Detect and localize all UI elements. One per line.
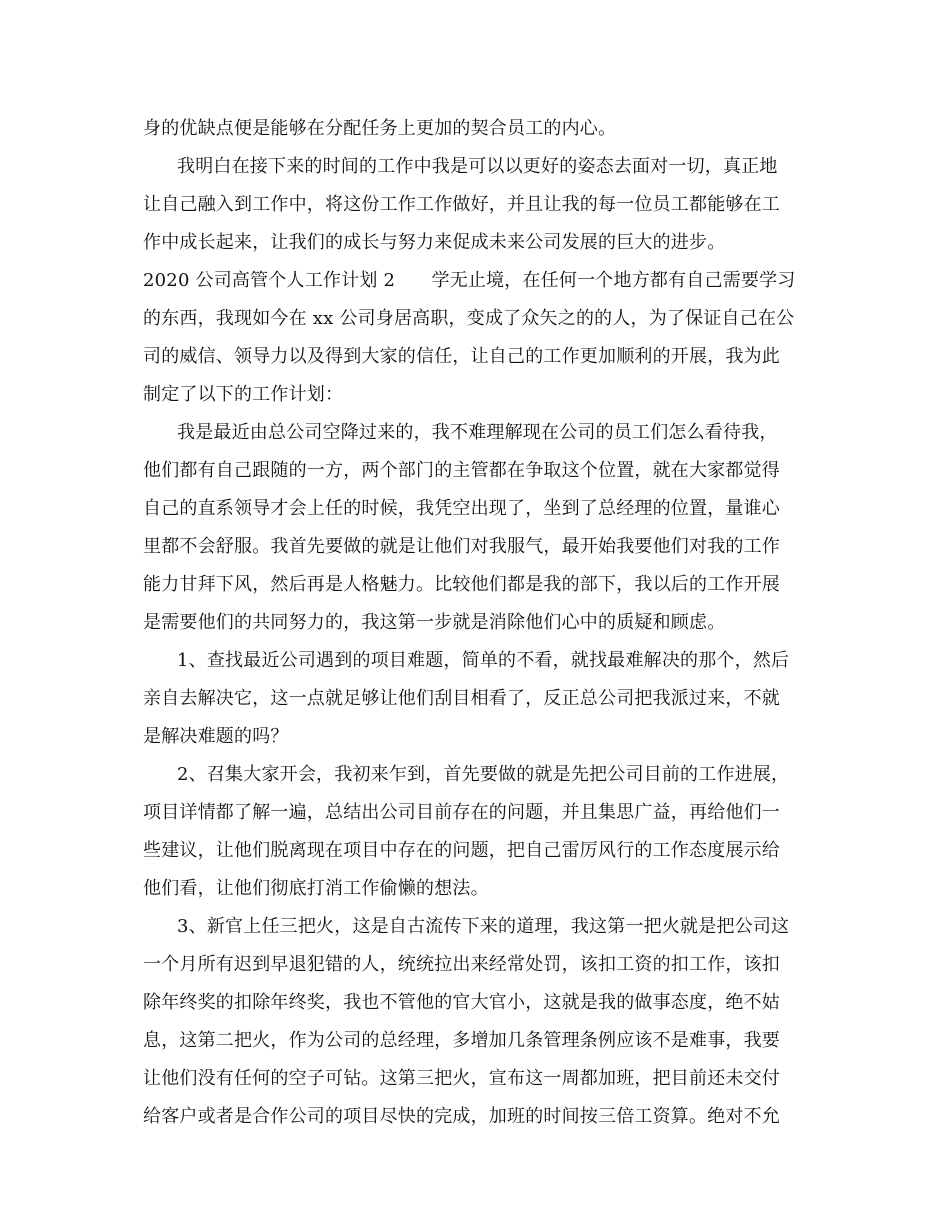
text-line: 亲自去解决它，这一点就足够让他们刮目相看了，反正总公司把我派过来，不就 bbox=[143, 688, 780, 709]
text-line: 是解决难题的吗？ bbox=[143, 726, 289, 747]
text-line: 项目详情都了解一遍，总结出公司目前存在的问题，并且集思广益，再给他们一 bbox=[143, 802, 780, 823]
paragraph-start-line: 我是最近由总公司空降过来的，我不难理解现在公司的员工们怎么看待我， bbox=[177, 422, 778, 443]
list-item-3-line: 3、新官上任三把火，这是自古流传下来的道理，我这第一把火就是把公司这 bbox=[177, 916, 790, 937]
text-line: 作中成长起来，让我们的成长与努力来促成未来公司发展的巨大的进步。 bbox=[143, 232, 726, 253]
text-line: 除年终奖的扣除年终奖，我也不管他的官大官小，这就是我的做事态度，绝不姑 bbox=[143, 992, 780, 1013]
section-heading-line: 2020 公司高管个人工作计划 2 学无止境，在任何一个地方都有自己需要学习 bbox=[143, 270, 796, 291]
text-line: 身的优缺点便是能够在分配任务上更加的契合员工的内心。 bbox=[143, 118, 617, 139]
text-line: 自己的直系领导才会上任的时候，我凭空出现了，坐到了总经理的位置，量谁心 bbox=[143, 498, 780, 519]
text-line: 让他们没有任何的空子可钻。这第三把火，宣布这一周都加班，把目前还未交付 bbox=[143, 1068, 780, 1089]
list-item-2-line: 2、召集大家开会，我初来乍到，首先要做的就是先把公司目前的工作进展， bbox=[177, 764, 790, 785]
text-line: 司的威信、领导力以及得到大家的信任，让自己的工作更加顺利的开展，我为此 bbox=[143, 346, 780, 367]
text-line: 让自己融入到工作中，将这份工作工作做好，并且让我的每一位员工都能够在工 bbox=[143, 194, 780, 215]
text-line: 制定了以下的工作计划： bbox=[143, 384, 344, 405]
text-line: 一个月所有迟到早退犯错的人，统统拉出来经常处罚，该扣工资的扣工作，该扣 bbox=[143, 954, 780, 975]
text-line: 给客户或者是合作公司的项目尽快的完成，加班的时间按三倍工资算。绝对不允 bbox=[143, 1106, 780, 1127]
text-line: 的东西，我现如今在 xx 公司身居高职，变成了众矢之的的人，为了保证自己在公 bbox=[143, 308, 795, 329]
text-line: 他们看，让他们彻底打消工作偷懒的想法。 bbox=[143, 878, 489, 899]
text-line: 是需要他们的共同努力的，我这第一步就是消除他们心中的质疑和顾虑。 bbox=[143, 612, 726, 633]
paragraph-start-line: 我明白在接下来的时间的工作中我是可以以更好的姿态去面对一切，真正地 bbox=[177, 156, 778, 177]
text-line: 些建议，让他们脱离现在项目中存在的问题，把自己雷厉风行的工作态度展示给 bbox=[143, 840, 780, 861]
text-line: 他们都有自己跟随的一方，两个部门的主管都在争取这个位置，就在大家都觉得 bbox=[143, 460, 780, 481]
text-line: 里都不会舒服。我首先要做的就是让他们对我服气，最开始我要他们对我的工作 bbox=[143, 536, 780, 557]
text-line: 能力甘拜下风，然后再是人格魅力。比较他们都是我的部下，我以后的工作开展 bbox=[143, 574, 780, 595]
text-line: 息，这第二把火，作为公司的总经理，多增加几条管理条例应该不是难事，我要 bbox=[143, 1030, 780, 1051]
list-item-1-line: 1、查找最近公司遇到的项目难题，简单的不看，就找最难解决的那个，然后 bbox=[177, 650, 790, 671]
